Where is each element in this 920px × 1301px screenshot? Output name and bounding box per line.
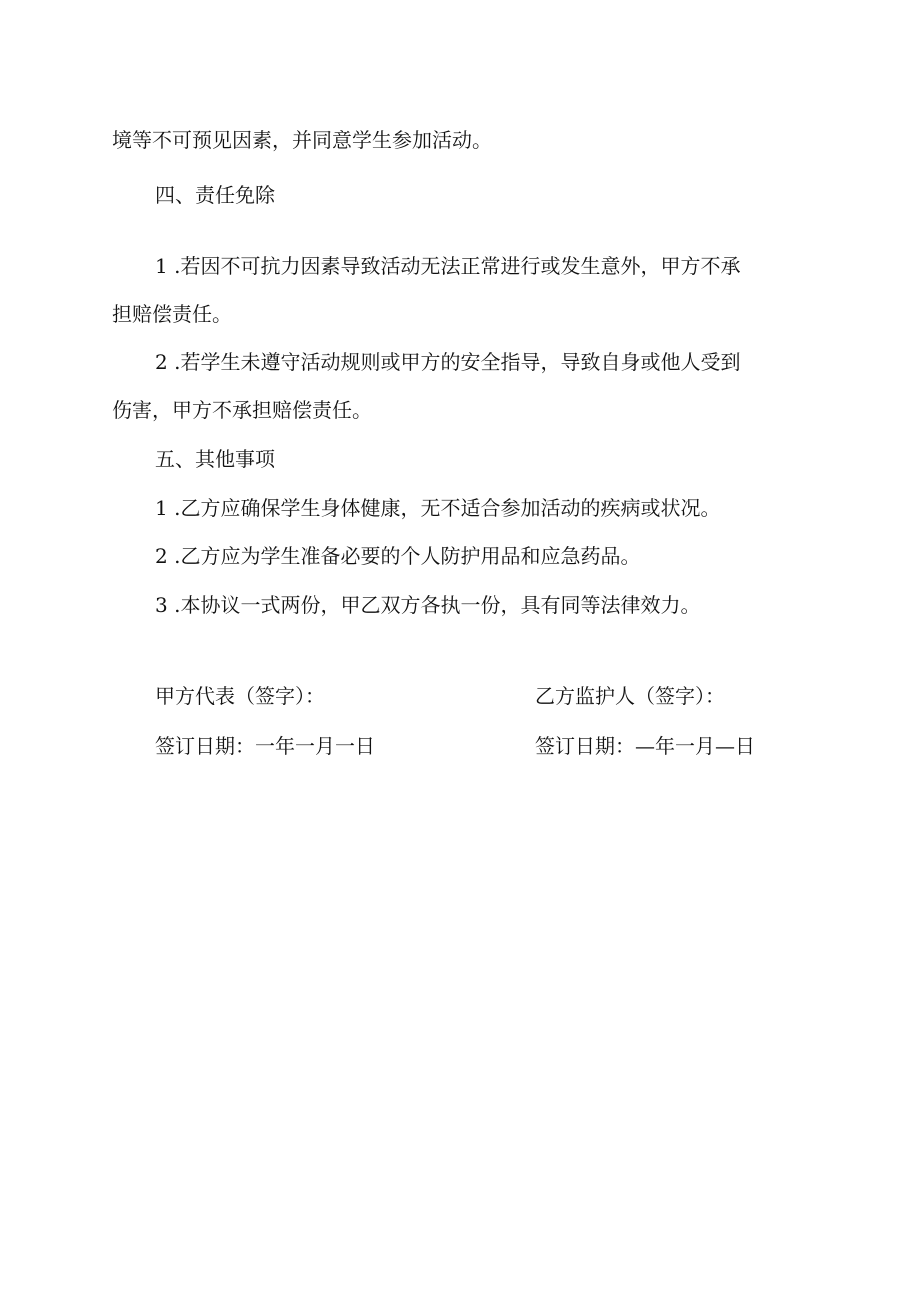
party-a-sign-date: 签订日期：一年一月一日 (155, 734, 375, 758)
exemption-item-1-line-1: 1 .若因不可抗力因素导致活动无法正常进行或发生意外，甲方不承 (155, 254, 741, 278)
continuation-text: 境等不可预见因素，并同意学生参加活动。 (112, 128, 492, 152)
other-item-1: 1 .乙方应确保学生身体健康，无不适合参加活动的疾病或状况。 (155, 496, 721, 520)
party-b-signature-label: 乙方监护人（签字）： (535, 684, 725, 708)
exemption-item-1-line-2: 担赔偿责任。 (112, 302, 232, 326)
exemption-item-2-line-2: 伤害，甲方不承担赔偿责任。 (112, 398, 372, 422)
exemption-item-2-line-1: 2 .若学生未遵守活动规则或甲方的安全指导，导致自身或他人受到 (155, 350, 741, 374)
section-heading-other-matters: 五、其他事项 (155, 447, 275, 471)
party-a-signature-label: 甲方代表（签字）： (155, 684, 325, 708)
other-item-2: 2 .乙方应为学生准备必要的个人防护用品和应急药品。 (155, 544, 641, 568)
party-b-sign-date: 签订日期：—年一月—日 (535, 734, 755, 758)
section-heading-liability-exemption: 四、责任免除 (155, 183, 275, 207)
other-item-3: 3 .本协议一式两份，甲乙双方各执一份，具有同等法律效力。 (155, 593, 701, 617)
